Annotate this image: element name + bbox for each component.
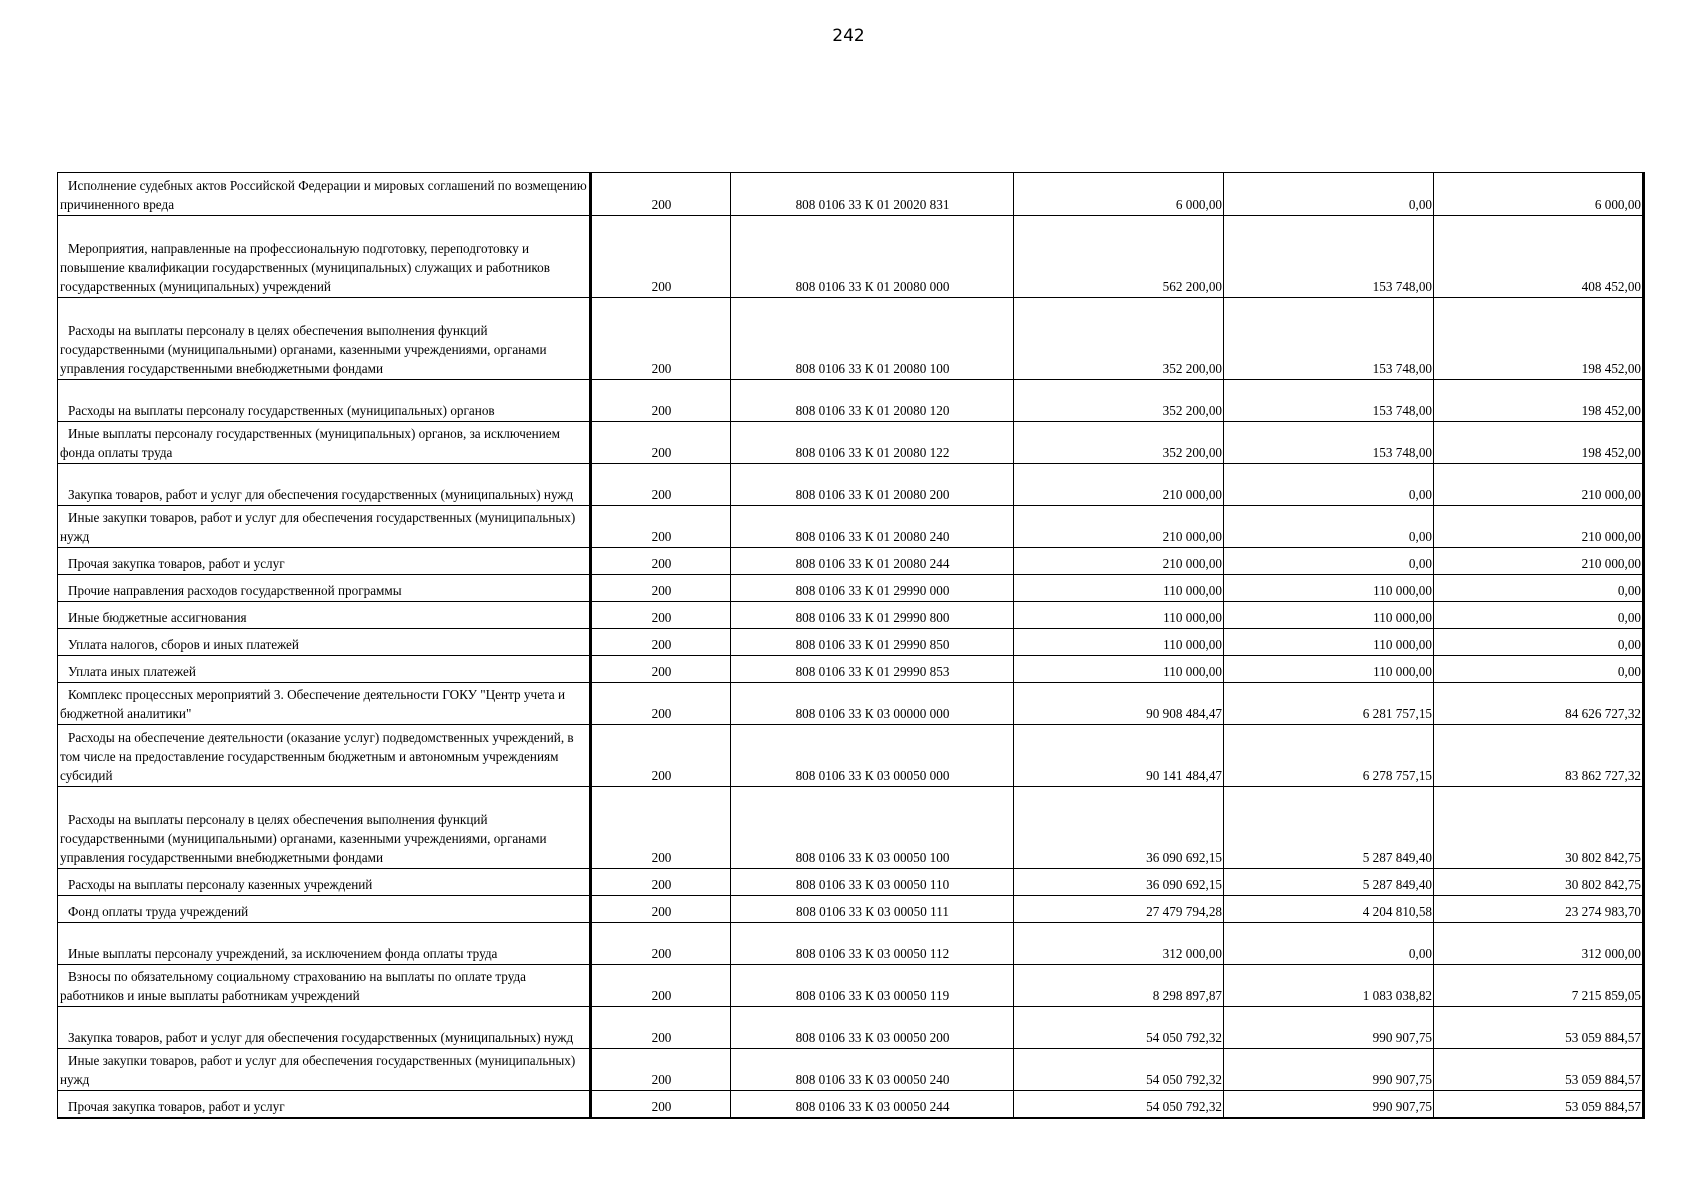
row-executed-cell: 0,00	[1224, 506, 1434, 548]
row-executed-cell: 153 748,00	[1224, 216, 1434, 298]
table-row	[58, 656, 1644, 683]
row-unexecuted-cell: 0,00	[1434, 629, 1644, 656]
row-name-cell	[58, 629, 591, 656]
row-approved-cell: 36 090 692,15	[1014, 787, 1224, 869]
row-approved-cell: 562 200,00	[1014, 216, 1224, 298]
table-row	[58, 869, 1644, 896]
table-row	[58, 602, 1644, 629]
row-code-cell: 200	[591, 787, 731, 869]
row-code-cell: 200	[591, 896, 731, 923]
row-unexecuted-cell: 53 059 884,57	[1434, 1049, 1644, 1091]
row-name-cell	[58, 216, 591, 298]
row-executed-cell: 110 000,00	[1224, 629, 1434, 656]
row-approved-cell: 210 000,00	[1014, 506, 1224, 548]
row-unexecuted-cell: 7 215 859,05	[1434, 965, 1644, 1007]
row-executed-cell: 110 000,00	[1224, 602, 1434, 629]
row-name-cell	[58, 869, 591, 896]
row-code-cell: 200	[591, 602, 731, 629]
table-row	[58, 1049, 1644, 1091]
row-executed-cell: 0,00	[1224, 173, 1434, 216]
row-executed-cell: 0,00	[1224, 464, 1434, 506]
row-name-cell	[58, 464, 591, 506]
row-budget-code-cell: 808 0106 33 К 03 00050 110	[731, 869, 1014, 896]
row-budget-code-cell: 808 0106 33 К 03 00050 111	[731, 896, 1014, 923]
row-budget-code-cell: 808 0106 33 К 03 00050 244	[731, 1091, 1014, 1118]
budget-execution-table	[57, 172, 1645, 1119]
row-approved-cell: 210 000,00	[1014, 548, 1224, 575]
row-name-cell	[58, 575, 591, 602]
row-budget-code-cell: 808 0106 33 К 03 00050 200	[731, 1007, 1014, 1049]
table-row	[58, 173, 1644, 216]
row-approved-cell: 210 000,00	[1014, 464, 1224, 506]
row-name-text: Исполнение судебных актов Российской Федерации и мировых соглашений по возмещению причиненного вреда	[60, 178, 587, 212]
row-executed-cell: 5 287 849,40	[1224, 787, 1434, 869]
row-unexecuted-cell: 23 274 983,70	[1434, 896, 1644, 923]
row-code-cell: 200	[591, 548, 731, 575]
row-executed-cell: 990 907,75	[1224, 1007, 1434, 1049]
row-budget-code-cell: 808 0106 33 К 01 20080 244	[731, 548, 1014, 575]
row-approved-cell: 90 908 484,47	[1014, 683, 1224, 725]
row-name-cell	[58, 923, 591, 965]
row-name-cell	[58, 548, 591, 575]
row-name-text: Прочая закупка товаров, работ и услуг	[68, 556, 285, 571]
row-name-cell	[58, 725, 591, 787]
row-executed-cell: 6 281 757,15	[1224, 683, 1434, 725]
row-budget-code-cell: 808 0106 33 К 01 20080 200	[731, 464, 1014, 506]
row-unexecuted-cell: 210 000,00	[1434, 506, 1644, 548]
row-name-cell	[58, 380, 591, 422]
row-approved-cell: 110 000,00	[1014, 656, 1224, 683]
row-name-text: Расходы на выплаты персоналу в целях обеспечения выполнения функций государственными (муниципальными) органами, казенными учреждениями, органами управления государственными внебюджетными фондами	[60, 323, 547, 376]
table-row	[58, 298, 1644, 380]
row-unexecuted-cell: 210 000,00	[1434, 464, 1644, 506]
row-name-cell	[58, 1049, 591, 1091]
row-unexecuted-cell: 0,00	[1434, 656, 1644, 683]
row-name-text: Закупка товаров, работ и услуг для обеспечения государственных (муниципальных) нужд	[68, 1030, 574, 1045]
row-name-text: Иные выплаты персоналу государственных (муниципальных) органов, за исключением фонда оплаты труда	[60, 426, 560, 460]
table-row	[58, 1007, 1644, 1049]
row-budget-code-cell: 808 0106 33 К 01 20020 831	[731, 173, 1014, 216]
row-name-text: Мероприятия, направленные на профессиональную подготовку, переподготовку и повышение квалификации государственных (муниципальных) служащих и работников государственных (муниципальных) учреждений	[60, 241, 550, 294]
row-name-text: Иные бюджетные ассигнования	[68, 610, 247, 625]
row-unexecuted-cell: 198 452,00	[1434, 298, 1644, 380]
row-unexecuted-cell: 0,00	[1434, 602, 1644, 629]
row-name-text: Уплата налогов, сборов и иных платежей	[68, 637, 299, 652]
row-budget-code-cell: 808 0106 33 К 03 00050 100	[731, 787, 1014, 869]
row-budget-code-cell: 808 0106 33 К 03 00050 112	[731, 923, 1014, 965]
row-approved-cell: 110 000,00	[1014, 602, 1224, 629]
row-name-text: Иные закупки товаров, работ и услуг для обеспечения государственных (муниципальных) нужд	[60, 1053, 576, 1087]
row-code-cell: 200	[591, 683, 731, 725]
row-budget-code-cell: 808 0106 33 К 01 29990 850	[731, 629, 1014, 656]
table-row	[58, 548, 1644, 575]
row-executed-cell: 5 287 849,40	[1224, 869, 1434, 896]
row-name-text: Уплата иных платежей	[68, 664, 196, 679]
row-approved-cell: 312 000,00	[1014, 923, 1224, 965]
row-name-cell	[58, 602, 591, 629]
row-budget-code-cell: 808 0106 33 К 01 20080 100	[731, 298, 1014, 380]
row-approved-cell: 110 000,00	[1014, 629, 1224, 656]
row-code-cell: 200	[591, 173, 731, 216]
row-name-cell	[58, 506, 591, 548]
row-code-cell: 200	[591, 298, 731, 380]
row-budget-code-cell: 808 0106 33 К 01 20080 240	[731, 506, 1014, 548]
row-code-cell: 200	[591, 923, 731, 965]
table-row	[58, 923, 1644, 965]
row-name-cell	[58, 298, 591, 380]
row-executed-cell: 990 907,75	[1224, 1091, 1434, 1118]
row-approved-cell: 90 141 484,47	[1014, 725, 1224, 787]
row-name-text: Расходы на выплаты персоналу казенных учреждений	[68, 877, 373, 892]
row-code-cell: 200	[591, 575, 731, 602]
row-executed-cell: 0,00	[1224, 548, 1434, 575]
row-code-cell: 200	[591, 380, 731, 422]
row-unexecuted-cell: 83 862 727,32	[1434, 725, 1644, 787]
row-executed-cell: 1 083 038,82	[1224, 965, 1434, 1007]
row-approved-cell: 352 200,00	[1014, 380, 1224, 422]
row-approved-cell: 6 000,00	[1014, 173, 1224, 216]
table-row	[58, 725, 1644, 787]
row-unexecuted-cell: 198 452,00	[1434, 380, 1644, 422]
page-number: 242	[832, 26, 865, 46]
row-name-cell	[58, 787, 591, 869]
row-name-text: Закупка товаров, работ и услуг для обеспечения государственных (муниципальных) нужд	[68, 487, 574, 502]
table-row	[58, 506, 1644, 548]
row-approved-cell: 27 479 794,28	[1014, 896, 1224, 923]
row-budget-code-cell: 808 0106 33 К 03 00000 000	[731, 683, 1014, 725]
row-approved-cell: 110 000,00	[1014, 575, 1224, 602]
row-executed-cell: 4 204 810,58	[1224, 896, 1434, 923]
row-approved-cell: 54 050 792,32	[1014, 1091, 1224, 1118]
row-budget-code-cell: 808 0106 33 К 01 20080 120	[731, 380, 1014, 422]
row-name-cell	[58, 656, 591, 683]
row-unexecuted-cell: 0,00	[1434, 575, 1644, 602]
table-row	[58, 464, 1644, 506]
row-unexecuted-cell: 198 452,00	[1434, 422, 1644, 464]
row-code-cell: 200	[591, 1049, 731, 1091]
row-approved-cell: 352 200,00	[1014, 298, 1224, 380]
table-row	[58, 575, 1644, 602]
row-unexecuted-cell: 210 000,00	[1434, 548, 1644, 575]
row-code-cell: 200	[591, 629, 731, 656]
row-code-cell: 200	[591, 1091, 731, 1118]
row-name-cell	[58, 896, 591, 923]
row-name-cell	[58, 1091, 591, 1118]
row-unexecuted-cell: 6 000,00	[1434, 173, 1644, 216]
row-code-cell: 200	[591, 1007, 731, 1049]
row-budget-code-cell: 808 0106 33 К 03 00050 240	[731, 1049, 1014, 1091]
row-unexecuted-cell: 30 802 842,75	[1434, 869, 1644, 896]
table-row	[58, 965, 1644, 1007]
row-unexecuted-cell: 53 059 884,57	[1434, 1007, 1644, 1049]
row-code-cell: 200	[591, 506, 731, 548]
row-budget-code-cell: 808 0106 33 К 01 20080 122	[731, 422, 1014, 464]
row-name-text: Прочие направления расходов государственной программы	[68, 583, 402, 598]
row-approved-cell: 36 090 692,15	[1014, 869, 1224, 896]
row-name-text: Расходы на выплаты персоналу государственных (муниципальных) органов	[68, 403, 495, 418]
table-body	[58, 173, 1644, 1118]
row-code-cell: 200	[591, 725, 731, 787]
row-budget-code-cell: 808 0106 33 К 01 20080 000	[731, 216, 1014, 298]
row-approved-cell: 8 298 897,87	[1014, 965, 1224, 1007]
row-approved-cell: 352 200,00	[1014, 422, 1224, 464]
row-name-cell	[58, 965, 591, 1007]
row-name-cell	[58, 173, 591, 216]
table-row	[58, 216, 1644, 298]
row-name-text: Расходы на выплаты персоналу в целях обеспечения выполнения функций государственными (муниципальными) органами, казенными учреждениями, органами управления государственными внебюджетными фондами	[60, 812, 547, 865]
row-unexecuted-cell: 312 000,00	[1434, 923, 1644, 965]
table-row	[58, 380, 1644, 422]
table-row	[58, 896, 1644, 923]
table-row	[58, 1091, 1644, 1118]
row-code-cell: 200	[591, 464, 731, 506]
row-unexecuted-cell: 84 626 727,32	[1434, 683, 1644, 725]
row-name-text: Расходы на обеспечение деятельности (оказание услуг) подведомственных учреждений, в том числе на предоставление государственным бюджетным и автономным учреждениям субсидий	[60, 730, 574, 783]
row-budget-code-cell: 808 0106 33 К 03 00050 119	[731, 965, 1014, 1007]
row-name-text: Комплекс процессных мероприятий 3. Обеспечение деятельности ГОКУ "Центр учета и бюджетной аналитики"	[60, 687, 566, 721]
row-name-cell	[58, 422, 591, 464]
row-code-cell: 200	[591, 216, 731, 298]
row-budget-code-cell: 808 0106 33 К 01 29990 853	[731, 656, 1014, 683]
row-approved-cell: 54 050 792,32	[1014, 1049, 1224, 1091]
table-row	[58, 422, 1644, 464]
row-executed-cell: 990 907,75	[1224, 1049, 1434, 1091]
row-name-text: Фонд оплаты труда учреждений	[68, 904, 249, 919]
row-code-cell: 200	[591, 422, 731, 464]
row-code-cell: 200	[591, 965, 731, 1007]
table-row	[58, 787, 1644, 869]
row-executed-cell: 153 748,00	[1224, 422, 1434, 464]
row-executed-cell: 110 000,00	[1224, 656, 1434, 683]
table-row	[58, 629, 1644, 656]
row-name-text: Взносы по обязательному социальному страхованию на выплаты по оплате труда работников и иные выплаты работникам учреждений	[60, 969, 527, 1003]
row-budget-code-cell: 808 0106 33 К 01 29990 800	[731, 602, 1014, 629]
row-executed-cell: 153 748,00	[1224, 380, 1434, 422]
row-budget-code-cell: 808 0106 33 К 01 29990 000	[731, 575, 1014, 602]
row-executed-cell: 6 278 757,15	[1224, 725, 1434, 787]
row-name-cell	[58, 1007, 591, 1049]
row-unexecuted-cell: 30 802 842,75	[1434, 787, 1644, 869]
row-code-cell: 200	[591, 656, 731, 683]
row-approved-cell: 54 050 792,32	[1014, 1007, 1224, 1049]
row-budget-code-cell: 808 0106 33 К 03 00050 000	[731, 725, 1014, 787]
table-row	[58, 683, 1644, 725]
row-code-cell: 200	[591, 869, 731, 896]
row-unexecuted-cell: 53 059 884,57	[1434, 1091, 1644, 1118]
row-name-cell	[58, 683, 591, 725]
row-name-text: Иные выплаты персоналу учреждений, за исключением фонда оплаты труда	[68, 946, 498, 961]
row-unexecuted-cell: 408 452,00	[1434, 216, 1644, 298]
row-name-text: Иные закупки товаров, работ и услуг для обеспечения государственных (муниципальных) нужд	[60, 510, 576, 544]
row-executed-cell: 153 748,00	[1224, 298, 1434, 380]
row-name-text: Прочая закупка товаров, работ и услуг	[68, 1098, 285, 1114]
row-executed-cell: 110 000,00	[1224, 575, 1434, 602]
row-executed-cell: 0,00	[1224, 923, 1434, 965]
